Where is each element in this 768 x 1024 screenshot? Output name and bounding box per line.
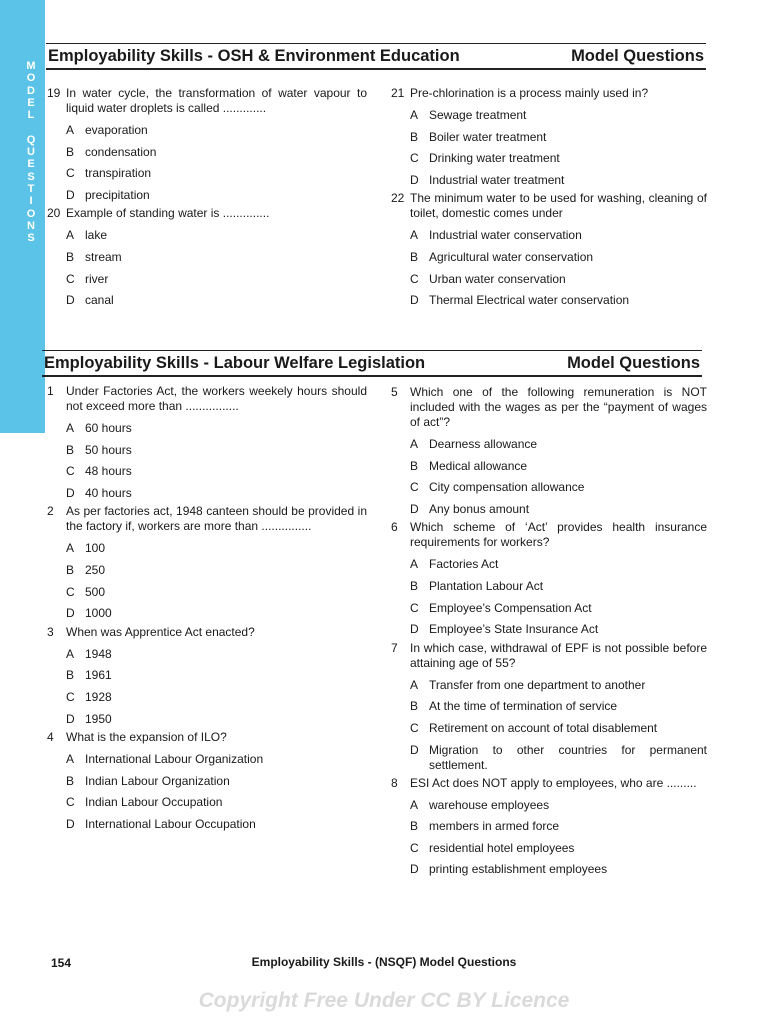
question-item — [391, 520, 707, 550]
option-letter: B — [66, 144, 75, 159]
option-letter: C — [66, 584, 75, 599]
option-letter: D — [410, 742, 419, 757]
answer-option — [391, 554, 707, 576]
option-text: 50 hours — [85, 442, 132, 457]
option-text: City compensation allowance — [429, 480, 585, 495]
answer-option — [391, 499, 707, 521]
page-number: 154 — [51, 956, 72, 970]
question-text: Which scheme of ‘Act’ provides health insurance requirements for workers? — [410, 520, 707, 550]
option-letter: D — [66, 293, 75, 308]
side-tab-letter: S — [27, 232, 35, 245]
answer-option — [47, 538, 367, 560]
answer-option — [47, 687, 367, 709]
question-text: When was Apprentice Act enacted? — [66, 624, 255, 639]
section-header-labour — [42, 353, 702, 377]
answer-option — [47, 749, 367, 771]
option-letter: A — [66, 646, 75, 661]
question-text: Which one of the following remuneration is NOT included with the wages as per the “payment of wages of act”? — [410, 385, 707, 429]
option-text: Drinking water treatment — [429, 151, 560, 166]
option-letter: C — [66, 464, 75, 479]
answer-option — [47, 418, 367, 440]
option-text: International Labour Organization — [85, 752, 264, 767]
question-text: ESI Act does NOT apply to employees, who are ......... — [410, 775, 697, 790]
question-text: Pre-chlorination is a process mainly used in? — [410, 86, 649, 100]
option-letter: D — [410, 862, 419, 877]
option-letter: B — [66, 668, 75, 683]
answer-option — [391, 290, 707, 312]
option-text: 1000 — [85, 606, 112, 621]
option-letter: D — [410, 172, 419, 187]
option-text: 500 — [85, 584, 106, 599]
option-letter: D — [66, 816, 75, 831]
option-letter: D — [66, 606, 75, 621]
answer-option — [391, 225, 707, 247]
section-model-questions-label: Model Questions — [571, 47, 704, 65]
answer-option — [391, 718, 707, 740]
question-text: In which case, withdrawal of EPF is not possible before attaining age of 55? — [410, 640, 707, 670]
answer-option — [47, 771, 367, 793]
option-text: Thermal Electrical water conservation — [429, 293, 630, 308]
answer-option — [391, 269, 707, 291]
side-tab — [0, 0, 45, 433]
answer-option — [47, 709, 367, 731]
option-letter: C — [66, 689, 75, 704]
section-title: Employability Skills - OSH & Environment Education — [48, 47, 460, 65]
option-text: residential hotel employees — [429, 840, 575, 855]
option-text: 250 — [85, 562, 106, 577]
side-tab-letter: N — [27, 219, 35, 232]
option-letter: A — [410, 677, 419, 692]
question-column-osh-right — [391, 86, 707, 312]
option-text: canal — [85, 293, 114, 308]
option-letter: D — [66, 485, 75, 500]
question-text: Example of standing water is .............. — [66, 206, 270, 221]
answer-option — [391, 838, 707, 860]
answer-option — [391, 127, 707, 149]
option-letter: A — [66, 752, 75, 767]
option-text: evaporation — [85, 123, 148, 137]
option-letter: D — [66, 711, 75, 726]
question-number: 6 — [391, 520, 398, 535]
watermark: Copyright Free Under CC BY Licence — [198, 989, 570, 1012]
option-letter: B — [66, 249, 75, 264]
side-tab-letter: D — [27, 84, 35, 97]
option-letter: A — [66, 228, 75, 243]
option-text: Employee’s Compensation Act — [429, 600, 592, 615]
side-tab-letter: M — [26, 60, 36, 72]
section-title: Employability Skills - Labour Welfare Legislation — [44, 354, 426, 372]
option-text: Urban water conservation — [429, 271, 566, 286]
option-text: Any bonus amount — [429, 501, 530, 516]
answer-option — [391, 477, 707, 499]
option-text: condensation — [85, 144, 157, 159]
side-tab-letter: E — [27, 96, 35, 109]
option-letter: C — [410, 840, 419, 855]
option-letter: B — [410, 249, 419, 264]
option-text: International Labour Occupation — [85, 816, 256, 831]
option-letter: A — [66, 541, 75, 556]
side-tab-letter: S — [27, 170, 35, 183]
option-text: Employee’s State Insurance Act — [429, 622, 599, 637]
answer-option — [47, 644, 367, 666]
section-header-osh — [46, 46, 706, 70]
question-text: The minimum water to be used for washing, cleaning of toilet, domestic comes under — [410, 191, 707, 221]
option-text: Retirement on account of total disablement — [429, 720, 658, 735]
option-letter: A — [410, 228, 419, 243]
question-number: 21 — [391, 86, 405, 100]
answer-option — [391, 434, 707, 456]
question-item — [47, 206, 367, 221]
answer-option — [391, 105, 707, 127]
option-text: Dearness allowance — [429, 437, 538, 451]
option-text: 1961 — [85, 668, 112, 683]
answer-option — [47, 792, 367, 814]
option-letter: C — [66, 795, 75, 810]
answer-option — [391, 598, 707, 620]
side-tab-letter: O — [26, 72, 36, 85]
option-letter: B — [410, 699, 419, 714]
option-text: Indian Labour Occupation — [85, 795, 223, 810]
question-number: 4 — [47, 730, 54, 745]
option-text: At the time of termination of service — [429, 699, 618, 714]
option-letter: D — [410, 293, 419, 308]
option-letter: A — [66, 421, 75, 435]
answer-option — [391, 696, 707, 718]
option-letter: B — [410, 458, 419, 473]
option-letter: C — [66, 166, 75, 181]
question-item — [391, 776, 707, 791]
answer-option — [47, 120, 367, 142]
question-text: Under Factories Act, the workers weekely hours should not exceed more than ................ — [66, 384, 367, 413]
option-text: Sewage treatment — [429, 108, 527, 122]
option-letter: D — [66, 187, 75, 202]
option-letter: C — [410, 720, 419, 735]
answer-option — [391, 247, 707, 269]
option-letter: C — [66, 271, 75, 286]
question-column-labour-left — [47, 384, 367, 836]
answer-option — [391, 619, 707, 641]
side-tab-label — [24, 60, 38, 244]
question-item — [47, 504, 367, 534]
option-letter: B — [410, 129, 419, 144]
option-text: Plantation Labour Act — [429, 578, 544, 593]
option-letter: A — [410, 797, 419, 812]
question-column-osh-left — [47, 86, 367, 312]
option-letter: D — [410, 501, 419, 516]
question-number: 7 — [391, 640, 398, 655]
option-letter: B — [410, 819, 419, 834]
option-text: Factories Act — [429, 557, 499, 572]
question-column-labour-right — [391, 385, 707, 881]
option-text: 60 hours — [85, 421, 132, 435]
answer-option — [47, 440, 367, 462]
answer-option — [47, 225, 367, 247]
option-text: 100 — [85, 541, 106, 556]
side-tab-letter: T — [27, 182, 35, 195]
option-text: Boiler water treatment — [429, 129, 547, 144]
option-text: warehouse employees — [429, 797, 550, 812]
question-item — [47, 86, 367, 116]
option-letter: B — [66, 442, 75, 457]
option-letter: B — [66, 562, 75, 577]
option-text: stream — [85, 249, 122, 264]
side-tab-letter: L — [27, 109, 35, 122]
option-text: Industrial water conservation — [429, 228, 582, 243]
question-item — [47, 625, 367, 640]
option-text: 40 hours — [85, 485, 132, 500]
question-text: As per factories act, 1948 canteen should be provided in the factory if, workers are more than ............... — [66, 504, 367, 534]
answer-option — [47, 185, 367, 207]
question-number: 5 — [391, 385, 398, 399]
option-letter: A — [410, 557, 419, 572]
answer-option — [47, 560, 367, 582]
question-number: 19 — [47, 86, 61, 100]
option-letter: C — [410, 480, 419, 495]
option-letter: C — [410, 151, 419, 166]
section-model-questions-label: Model Questions — [567, 354, 700, 372]
side-tab-letter: Q — [26, 133, 36, 146]
option-text: Indian Labour Organization — [85, 773, 230, 788]
answer-option — [391, 170, 707, 192]
question-number: 20 — [47, 206, 61, 221]
answer-option — [47, 163, 367, 185]
side-tab-letter: E — [27, 158, 35, 171]
answer-option — [47, 814, 367, 836]
answer-option — [47, 142, 367, 164]
option-text: 48 hours — [85, 464, 132, 479]
question-number: 3 — [47, 624, 54, 639]
option-letter: A — [66, 123, 75, 137]
option-text: 1928 — [85, 689, 112, 704]
answer-option — [391, 456, 707, 478]
answer-option — [391, 740, 707, 776]
answer-option — [391, 816, 707, 838]
option-letter: C — [410, 600, 419, 615]
option-letter: A — [410, 108, 419, 122]
option-text: 1948 — [85, 646, 112, 661]
option-text: precipitation — [85, 187, 150, 202]
question-item — [391, 385, 707, 430]
answer-option — [47, 603, 367, 625]
option-text: members in armed force — [429, 819, 560, 834]
side-tab-letter: I — [29, 195, 33, 208]
option-letter: B — [410, 578, 419, 593]
option-text: 1950 — [85, 711, 112, 726]
question-number: 22 — [391, 191, 405, 206]
answer-option — [47, 290, 367, 312]
question-text: In water cycle, the transformation of water vapour to liquid water droplets is called ............. — [66, 86, 367, 115]
question-item — [391, 86, 707, 101]
answer-option — [391, 859, 707, 881]
answer-option — [47, 483, 367, 505]
question-item — [391, 191, 707, 221]
question-text: What is the expansion of ILO? — [66, 730, 227, 745]
question-item — [391, 641, 707, 671]
option-text: river — [85, 271, 109, 286]
option-text: printing establishment employees — [429, 862, 608, 877]
option-text: Agricultural water conservation — [429, 249, 594, 264]
answer-option — [391, 795, 707, 817]
side-tab-letter: U — [27, 146, 35, 159]
question-number: 8 — [391, 775, 398, 790]
option-text: transpiration — [85, 166, 152, 181]
option-letter: B — [66, 773, 75, 788]
question-item — [47, 384, 367, 414]
option-letter: C — [410, 271, 419, 286]
answer-option — [391, 148, 707, 170]
answer-option — [391, 576, 707, 598]
option-text: lake — [85, 228, 108, 243]
option-letter: A — [410, 437, 419, 451]
answer-option — [47, 461, 367, 483]
footer-title: Employability Skills - (NSQF) Model Questions — [251, 955, 517, 969]
answer-option — [391, 675, 707, 697]
question-item — [47, 730, 367, 745]
option-text: Medical allowance — [429, 458, 528, 473]
question-number: 1 — [47, 384, 54, 398]
answer-option — [47, 247, 367, 269]
option-text: Migration to other countries for permanent settlement. — [429, 742, 707, 772]
answer-option — [47, 269, 367, 291]
option-letter: D — [410, 622, 419, 637]
option-text: Industrial water treatment — [429, 172, 565, 187]
answer-option — [47, 665, 367, 687]
answer-option — [47, 582, 367, 604]
question-number: 2 — [47, 504, 54, 519]
side-tab-letter: O — [26, 207, 36, 220]
option-text: Transfer from one department to another — [429, 677, 646, 692]
